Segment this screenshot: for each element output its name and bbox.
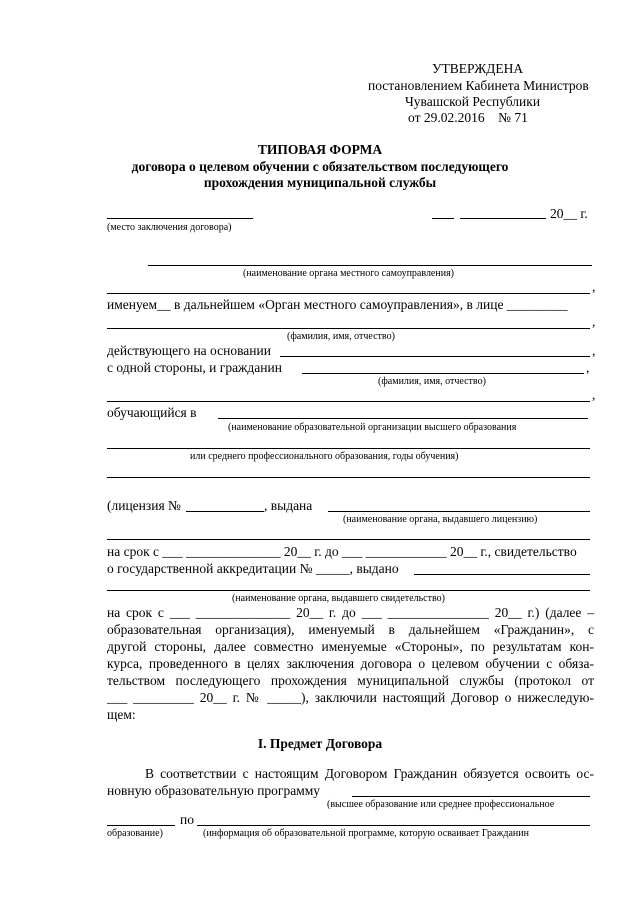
para-line-6: ___ _________ 20__ г. № _____), заключили настоящий Договор о нижеследую- (107, 690, 594, 705)
edu-org-blank[interactable] (218, 418, 588, 419)
section-heading: I. Предмет Договора (257, 736, 383, 751)
accreditation-issuer-blank-2[interactable] (107, 590, 590, 591)
section-line-1: В соответствии с настоящим Договором Гражданин обязуется освоить ос- (145, 766, 594, 781)
comma-3: , (592, 343, 596, 358)
para-line-4: курса, проведенного в целях заключения договора о целевом обучении с обяза- (107, 656, 594, 671)
document-title: ТИПОВАЯ ФОРМА (257, 142, 383, 157)
approval-line-1: постановлением Кабинета Министров (368, 78, 589, 93)
program-caption-2b: (информация об образовательной программе, которую осваивает Гражданин (203, 828, 529, 839)
edu-caption-1: (наименование образовательной организации высшего образования (228, 422, 517, 433)
org-name-blank[interactable] (148, 265, 592, 266)
fio-caption-1: (фамилия, имя, отчество) (287, 331, 395, 342)
license-number-label: (лицензия № (107, 498, 181, 513)
license-number-blank[interactable] (186, 511, 264, 512)
program-blank-2[interactable] (107, 825, 175, 826)
approval-title: УТВЕРЖДЕНА (432, 61, 524, 76)
one-side-line: с одной стороны, и гражданин (107, 360, 282, 375)
fio-caption-2: (фамилия, имя, отчество) (378, 376, 486, 387)
para-line-2: образовательная организация), именуемый в дальнейшем «Гражданин», с (107, 622, 594, 637)
document-subtitle-1: договора о целевом обучении с обязательством последующего (131, 159, 509, 174)
comma-4: , (586, 360, 590, 375)
program-info-blank[interactable] (197, 825, 590, 826)
acting-on-basis: действующего на основании (107, 343, 271, 358)
edu-org-blank-2[interactable] (107, 448, 590, 449)
para-line-3: другой стороны, далее совместно именуемые «Стороны», по результатам кон- (107, 639, 594, 654)
named-line: именуем__ в дальнейшем «Орган местного самоуправления», в лице _________ (107, 297, 568, 312)
program-blank[interactable] (352, 796, 590, 797)
citizen-name-blank[interactable] (302, 373, 584, 374)
comma-5: , (592, 387, 596, 402)
section-line-2: новную образовательную программу (107, 783, 321, 798)
accreditation-line: о государственной аккредитации № _____, выдано (107, 561, 399, 576)
approval-line-3: от 29.02.2016 № 71 (408, 110, 528, 125)
program-caption-1: (высшее образование или среднее профессиональное (327, 799, 555, 810)
edu-caption-2: или среднего профессионального образования, годы обучения) (190, 451, 459, 462)
date-day-blank[interactable] (432, 218, 454, 219)
place-blank[interactable] (107, 218, 253, 219)
representative-blank[interactable] (107, 328, 590, 329)
citizen-name-blank-2[interactable] (107, 401, 590, 402)
para-line-5: тельством последующего прохождения муниципальной службы (протокол от (107, 673, 594, 688)
license-issued-label: , выдана (264, 498, 313, 513)
document-subtitle-2: прохождения муниципальной службы (203, 175, 437, 190)
accreditation-issuer-blank[interactable] (414, 574, 590, 575)
student-in: обучающийся в (107, 405, 197, 420)
comma-2: , (592, 314, 596, 329)
po-label: по (180, 812, 194, 827)
org-name-blank-2[interactable] (107, 293, 590, 294)
term-line-1: на срок с ___ ______________ 20__ г. до ___ ____________ 20__ г., свидетельство (107, 544, 577, 559)
edu-org-blank-3[interactable] (107, 477, 590, 478)
para-line-1: на срок с ___ ______________ 20__ г. до ___ _______________ 20__ г.) (далее – (107, 605, 594, 620)
date-year: 20__ г. (550, 206, 588, 221)
license-issuer-blank[interactable] (328, 511, 590, 512)
date-month-blank[interactable] (460, 218, 546, 219)
basis-blank[interactable] (280, 356, 590, 357)
cert-caption: (наименование органа, выдавшего свидетельство) (232, 593, 445, 604)
comma-1: , (592, 279, 596, 294)
para-line-7: щем: (107, 707, 136, 722)
place-caption: (место заключения договора) (107, 222, 232, 233)
approval-line-2: Чувашской Республики (405, 94, 541, 109)
program-caption-2a: образование) (107, 828, 163, 839)
license-caption: (наименование органа, выдавшего лицензию) (343, 514, 538, 525)
org-caption: (наименование органа местного самоуправления) (243, 268, 455, 279)
license-issuer-blank-2[interactable] (107, 539, 590, 540)
